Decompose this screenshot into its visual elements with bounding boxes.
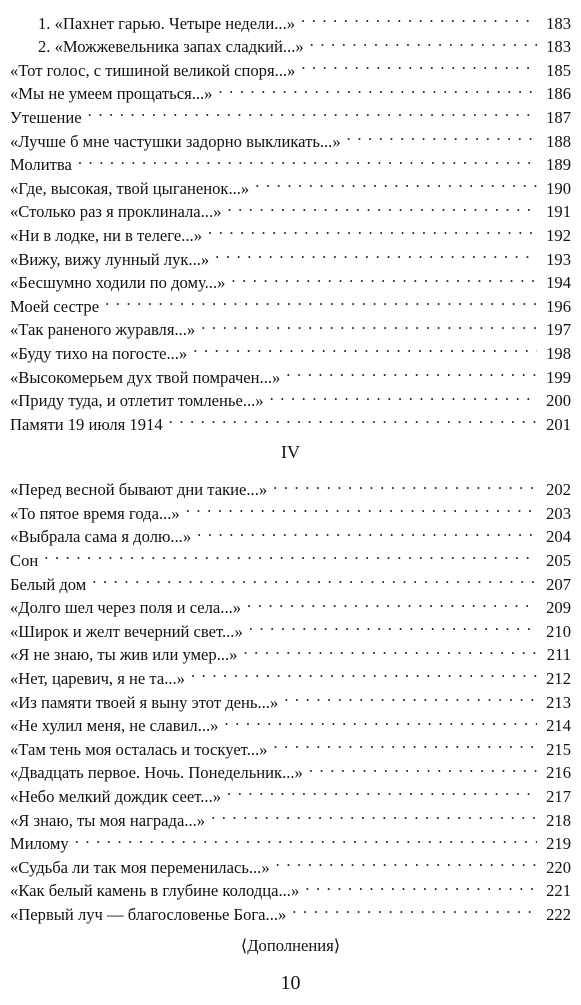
toc-dot-leader <box>273 731 537 755</box>
toc-dot-leader <box>227 778 537 802</box>
toc-dot-leader <box>286 359 537 383</box>
toc-entry-page: 197 <box>546 320 571 340</box>
toc-entry-page: 188 <box>546 131 571 151</box>
toc-entry-title: 1. «Пахнет гарью. Четыре недели...» <box>38 13 296 33</box>
toc-entry-title: Милому <box>10 834 69 854</box>
toc-dot-leader <box>197 519 537 543</box>
toc-entry-title: «Долго шел через поля и села...» <box>10 598 242 618</box>
toc-entry-title: «Вижу, вижу лунный лук...» <box>10 249 210 269</box>
toc-entry-title: «Судьба ли так моя переменилась...» <box>10 857 270 877</box>
toc-entry-title: «Ни в лодке, ни в телеге...» <box>10 225 202 245</box>
toc-entry-title: «Буду тихо на погосте...» <box>10 343 188 363</box>
toc-list-part-4 <box>10 472 571 924</box>
toc-entry <box>10 542 571 571</box>
toc-entry-title: «То пятое время года...» <box>10 503 180 523</box>
toc-entry-page: 214 <box>546 716 571 736</box>
toc-dot-leader <box>301 52 537 76</box>
toc-entry-page: 215 <box>546 739 571 759</box>
toc-dot-leader <box>215 241 537 265</box>
toc-entry-title: Белый дом <box>10 574 87 594</box>
toc-entry-title: Молитва <box>10 155 72 175</box>
toc-dot-leader <box>243 637 537 661</box>
toc-entry-page: 190 <box>546 178 571 198</box>
toc-dot-leader <box>201 312 537 336</box>
toc-dot-leader <box>92 566 537 590</box>
toc-entry-page: 212 <box>546 669 571 689</box>
toc-dot-leader <box>301 5 537 29</box>
toc-dot-leader <box>218 76 537 100</box>
toc-entry <box>10 826 571 854</box>
toc-entry-title: Памяти 19 июля 1914 <box>10 414 163 434</box>
toc-entry-title: «Высокомерьем дух твой помрачен...» <box>10 367 281 387</box>
toc-entry-page: 183 <box>546 13 571 33</box>
toc-dot-leader <box>276 849 537 873</box>
toc-entry <box>10 147 571 175</box>
toc-dot-leader <box>44 542 537 566</box>
toc-entry-page: 217 <box>546 787 571 806</box>
toc-entry-title: «Выбрала сама я долю...» <box>10 527 192 547</box>
toc-entry-page: 207 <box>546 574 571 594</box>
toc-entry-page: 213 <box>546 692 571 712</box>
toc-dot-leader <box>75 826 537 850</box>
toc-entry-page: 199 <box>546 367 571 387</box>
toc-dot-leader <box>247 590 537 614</box>
toc-entry-title: «Где, высокая, твой цыганенок...» <box>10 178 250 198</box>
toc-entry <box>10 170 571 198</box>
toc-entry-page: 202 <box>546 480 571 500</box>
toc-entry-title: Утешение <box>10 107 82 127</box>
toc-dot-leader <box>292 896 537 920</box>
toc-entry-title: «Я не знаю, ты жив или умер...» <box>10 645 238 665</box>
toc-entry-page: 204 <box>546 527 571 547</box>
supplement-heading: ⟨Дополнения⟩ <box>240 935 341 955</box>
toc-entry-page: 221 <box>546 881 571 901</box>
toc-entry <box>10 849 571 877</box>
toc-entry-title: «Мы не умеем прощаться...» <box>10 84 213 104</box>
toc-entry-page: 209 <box>546 598 571 618</box>
toc-entry-page: 210 <box>546 621 571 641</box>
toc-entry-page: 203 <box>546 503 571 523</box>
toc-entry-page: 220 <box>546 857 571 877</box>
toc-dot-leader <box>224 708 537 732</box>
toc-entry <box>10 566 571 594</box>
toc-entry-title: «Я знаю, ты моя награда...» <box>10 810 206 830</box>
toc-entry-title: «Перед весной бывают дни такие...» <box>10 480 268 500</box>
toc-dot-leader <box>309 755 537 779</box>
toc-dot-leader <box>310 29 537 53</box>
toc-dot-leader <box>284 684 537 708</box>
toc-entry-page: 193 <box>546 249 571 269</box>
toc-list-part-3 <box>10 5 571 434</box>
toc-dot-leader <box>270 383 537 407</box>
toc-dot-leader <box>227 194 537 218</box>
toc-entry-title: Моей сестре <box>10 296 100 316</box>
toc-entry-title: 2. «Можжевельника запах сладкий...» <box>38 37 304 57</box>
toc-entry-title: Сон <box>10 551 39 571</box>
toc-entry-page: 186 <box>546 84 571 104</box>
section-heading: IV <box>281 441 300 462</box>
toc-entry-page: 187 <box>546 107 571 127</box>
toc-entry-page: 200 <box>546 391 571 411</box>
toc-entry-page: 183 <box>546 37 571 57</box>
toc-entry-page: 192 <box>546 225 571 245</box>
toc-dot-leader <box>305 873 537 897</box>
toc-dot-leader <box>255 170 537 194</box>
toc-dot-leader <box>211 802 537 826</box>
toc-entry-title: «Лучше б мне частушки задорно выкликать...» <box>10 131 341 151</box>
toc-dot-leader <box>231 265 537 289</box>
toc-entry-title: «Двадцать первое. Ночь. Понедельник...» <box>10 763 303 783</box>
toc-dot-leader <box>186 495 537 519</box>
toc-entry-title: «Первый луч — благословенье Бога...» <box>10 904 287 924</box>
toc-dot-leader <box>347 123 537 147</box>
toc-entry-page: 222 <box>546 904 571 924</box>
toc-entry-title: «Приду туда, и отлетит томленье...» <box>10 391 264 411</box>
toc-entry-page: 218 <box>546 810 571 830</box>
toc-entry-title: «Из памяти твоей я выну этот день...» <box>10 692 279 712</box>
toc-entry-page: 219 <box>546 834 571 854</box>
toc-entry-title: «Небо мелкий дождик сеет...» <box>10 787 222 806</box>
toc-entry-title: «Бесшумно ходили по дому...» <box>10 273 226 293</box>
toc-entry-page: 196 <box>546 296 571 316</box>
toc-entry-page: 211 <box>546 645 571 665</box>
toc-entry-title: «Широк и желт вечерний свет...» <box>10 621 243 641</box>
toc-dot-leader <box>273 472 537 496</box>
toc-dot-leader <box>105 288 537 312</box>
toc-entry-page: 189 <box>546 155 571 175</box>
toc-entry-page: 185 <box>546 60 571 80</box>
toc-dot-leader <box>249 613 537 637</box>
toc-dot-leader <box>78 147 537 171</box>
toc-entry-page: 198 <box>546 343 571 363</box>
toc-entry-title: «Не хулил меня, не славил...» <box>10 716 219 736</box>
toc-dot-leader <box>191 660 537 684</box>
toc-dot-leader <box>208 217 537 241</box>
toc-entry <box>10 5 571 33</box>
toc-dot-leader <box>193 335 537 359</box>
toc-entry-title: «Так раненого журавля...» <box>10 320 196 340</box>
toc-entry-title: «Тот голос, с тишиной великой споря...» <box>10 60 296 80</box>
page-number: 10 <box>280 972 301 994</box>
toc-entry-page: 191 <box>546 202 571 222</box>
toc-entry-title: «Как белый камень в глубине колодца...» <box>10 881 300 901</box>
toc-page <box>10 5 571 958</box>
toc-entry-title: «Нет, царевич, я не та...» <box>10 669 185 689</box>
toc-dot-leader <box>169 406 537 430</box>
toc-entry-title: «Там тень моя осталась и тоскует...» <box>10 739 268 759</box>
toc-entry <box>10 99 571 127</box>
toc-entry <box>10 472 571 500</box>
toc-entry-page: 201 <box>546 414 571 434</box>
toc-entry-page: 216 <box>546 763 571 783</box>
toc-entry <box>10 123 571 151</box>
toc-entry-page: 205 <box>546 551 571 571</box>
toc-entry <box>10 590 571 618</box>
toc-entry-page: 194 <box>546 273 571 293</box>
toc-dot-leader <box>88 99 537 123</box>
toc-entry-title: «Столько раз я проклинала...» <box>10 202 222 222</box>
